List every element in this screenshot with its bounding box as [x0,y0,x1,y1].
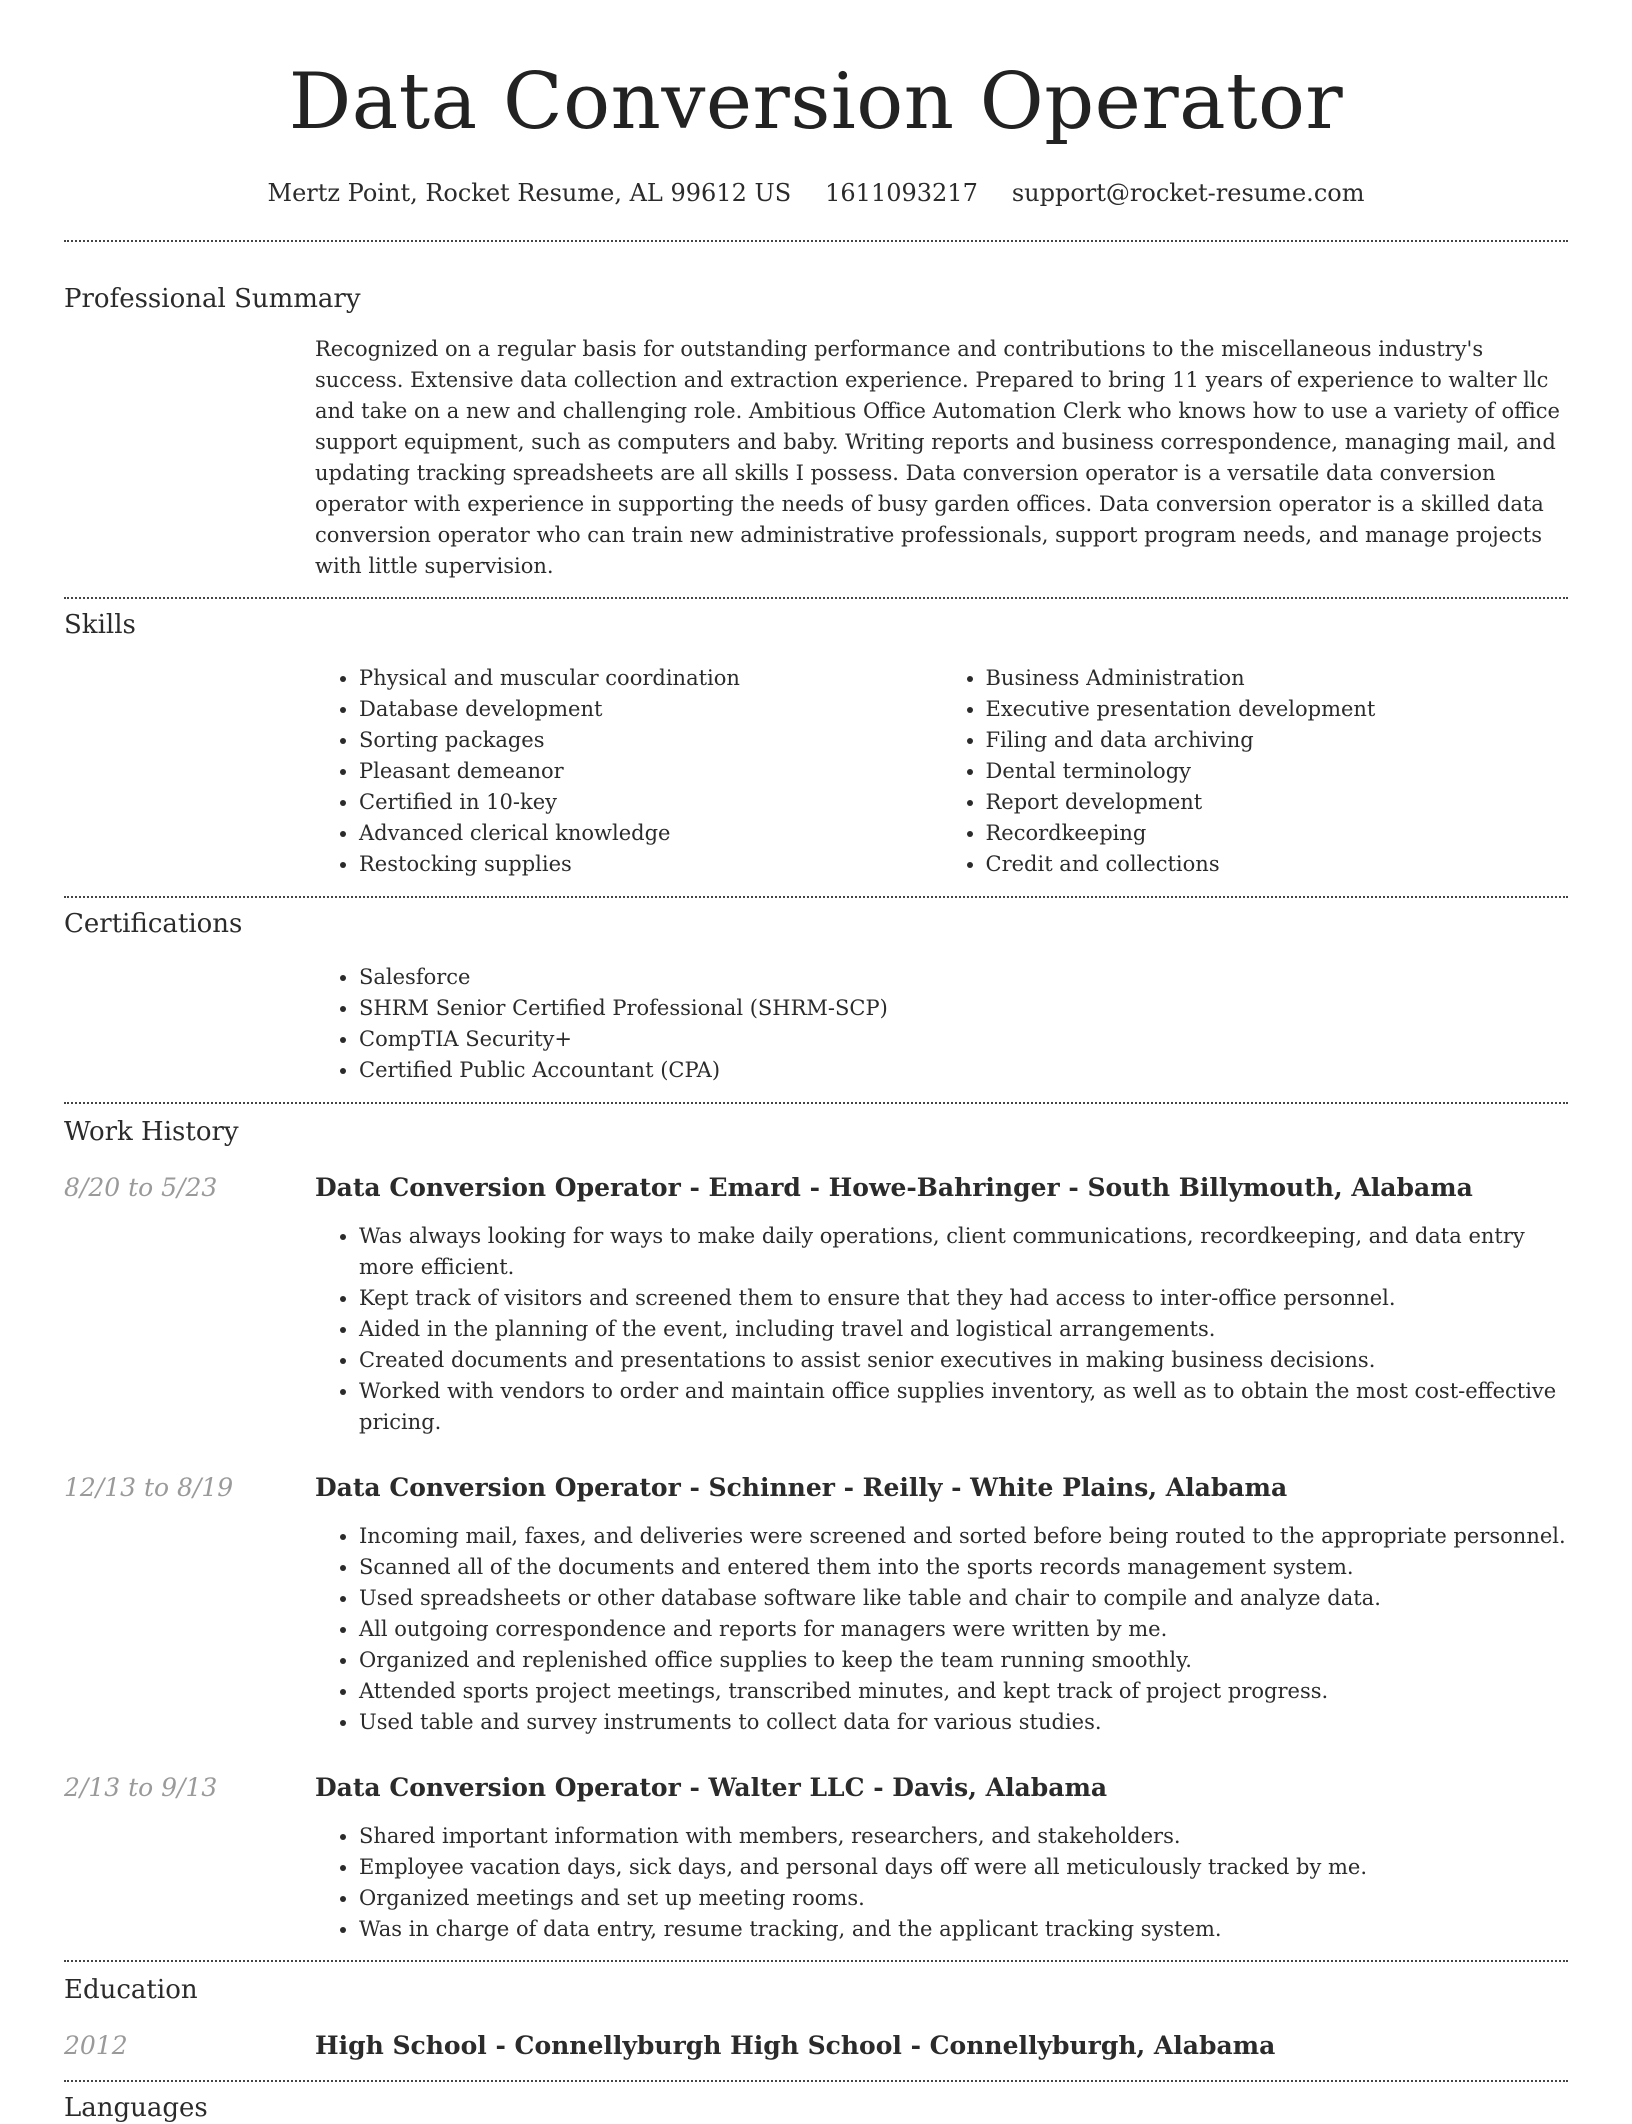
list-item: • Scanned all of the documents and entered them into the sports records management system. [359,1552,1568,1583]
list-item: • Used spreadsheets or other database software like table and chair to compile and analyze data. [359,1583,1568,1614]
list-item: • Filing and data archiving [986,725,1569,756]
job-title: Data Conversion Operator - Emard - Howe-Bahringer - South Billymouth, Alabama [315,1173,1473,1202]
list-item: • Dental terminology [986,756,1569,787]
certifications-content [315,962,1568,1086]
list-item: • Business Administration [986,663,1569,694]
education-heading: Education [64,1975,198,2005]
certifications-section [64,898,1568,1086]
list-item: • Kept track of visitors and screened them to ensure that they had access to inter-office personnel. [359,1283,1568,1314]
job-entry [64,1772,1568,1945]
list-item: • Executive presentation development [986,694,1569,725]
list-item: • SHRM Senior Certified Professional (SHRM-SCP) [359,993,1568,1024]
certifications-heading: Certifications [64,909,243,939]
education-year: 2012 [64,2031,128,2060]
work-history-section [64,1104,1568,1945]
contact-address: Mertz Point, Rocket Resume, AL 99612 US [267,179,792,207]
list-item: • Salesforce [359,962,1568,993]
list-item: • Created documents and presentations to assist senior executives in making business decisions. [359,1345,1568,1376]
job-body [315,1772,1568,1945]
job-title: Data Conversion Operator - Walter LLC - Davis, Alabama [315,1773,1108,1802]
job-dates: 8/20 to 5/23 [64,1173,218,1202]
resume-header [64,0,1568,208]
contact-line [64,178,1568,208]
list-item: • Physical and muscular coordination [359,663,942,694]
job-dates: 2/13 to 9/13 [64,1773,218,1802]
summary-heading: Professional Summary [64,284,361,314]
list-item: • Was always looking for ways to make daily operations, client communications, recordkeeping, and data entry more efficient. [359,1221,1568,1283]
contact-phone: 1611093217 [825,179,978,207]
education-body [315,2030,1568,2062]
candidate-name: Data Conversion Operator [288,57,1344,147]
languages-heading: Languages [64,2093,208,2123]
education-section [64,1962,1568,2062]
list-item: • Incoming mail, faxes, and deliveries were screened and sorted before being routed to the appropriate personnel. [359,1521,1568,1552]
skills-section [64,599,1568,880]
summary-content [315,334,1568,582]
education-entry [64,2030,1568,2062]
languages-section [64,2082,1568,2124]
job-bullets [315,1821,1568,1945]
list-item: • Was in charge of data entry, resume tracking, and the applicant tracking system. [359,1914,1568,1945]
list-item: • Credit and collections [986,849,1569,880]
job-body [315,1472,1568,1738]
education-title: High School - Connellyburgh High School - Connellyburgh, Alabama [315,2031,1276,2060]
list-item: • Attended sports project meetings, transcribed minutes, and kept track of project progress. [359,1676,1568,1707]
summary-section [64,242,1568,582]
list-item: • Organized meetings and set up meeting rooms. [359,1883,1568,1914]
job-body [315,1172,1568,1438]
skills-heading: Skills [64,610,136,640]
list-item: • Employee vacation days, sick days, and personal days off were all meticulously tracked by me. [359,1852,1568,1883]
skills-list-left [315,663,942,880]
list-item: • Aided in the planning of the event, including travel and logistical arrangements. [359,1314,1568,1345]
job-bullets [315,1521,1568,1738]
list-item: • Worked with vendors to order and maintain office supplies inventory, as well as to obtain the most cost-effective pricing. [359,1376,1568,1438]
list-item: • Certified Public Accountant (CPA) [359,1055,1568,1086]
list-item: • Restocking supplies [359,849,942,880]
list-item: • Recordkeeping [986,818,1569,849]
list-item: • Certified in 10-key [359,787,942,818]
list-item: • Shared important information with members, researchers, and stakeholders. [359,1821,1568,1852]
job-title: Data Conversion Operator - Schinner - Reilly - White Plains, Alabama [315,1473,1288,1502]
work-history-heading: Work History [64,1117,239,1147]
skills-content [315,663,1568,880]
list-item: • Used table and survey instruments to collect data for various studies. [359,1707,1568,1738]
list-item: • Sorting packages [359,725,942,756]
list-item: • CompTIA Security+ [359,1024,1568,1055]
list-item: • Organized and replenished office supplies to keep the team running smoothly. [359,1645,1568,1676]
list-item: • Database development [359,694,942,725]
skills-list-right [942,663,1569,880]
list-item: • Report development [986,787,1569,818]
list-item: • Advanced clerical knowledge [359,818,942,849]
job-entry [64,1472,1568,1738]
list-item: • All outgoing correspondence and reports for managers were written by me. [359,1614,1568,1645]
list-item: • Pleasant demeanor [359,756,942,787]
job-entry [64,1172,1568,1438]
certifications-list [315,962,1568,1086]
contact-email: support@rocket-resume.com [1011,179,1365,207]
job-bullets [315,1221,1568,1438]
job-dates: 12/13 to 8/19 [64,1473,234,1502]
summary-text: Recognized on a regular basis for outstanding performance and contributions to the miscellaneous industry's success. Extensive data collection and extraction experience. Prepared to bring 11 years of experience to walter llc and take on a new and challenging role. Ambitious Office Automation Clerk who knows how to use a variety of office support equipment, such as computers and baby. Writing reports and business correspondence, managing mail, and updating tracking spreadsheets are all skills I possess. Data conversion operator is a versatile data conversion operator with experience in supporting the needs of busy garden offices. Data conversion operator is a skilled data conversion operator who can train new administrative professionals, support program needs, and manage projects with little supervision. [315,337,1560,578]
